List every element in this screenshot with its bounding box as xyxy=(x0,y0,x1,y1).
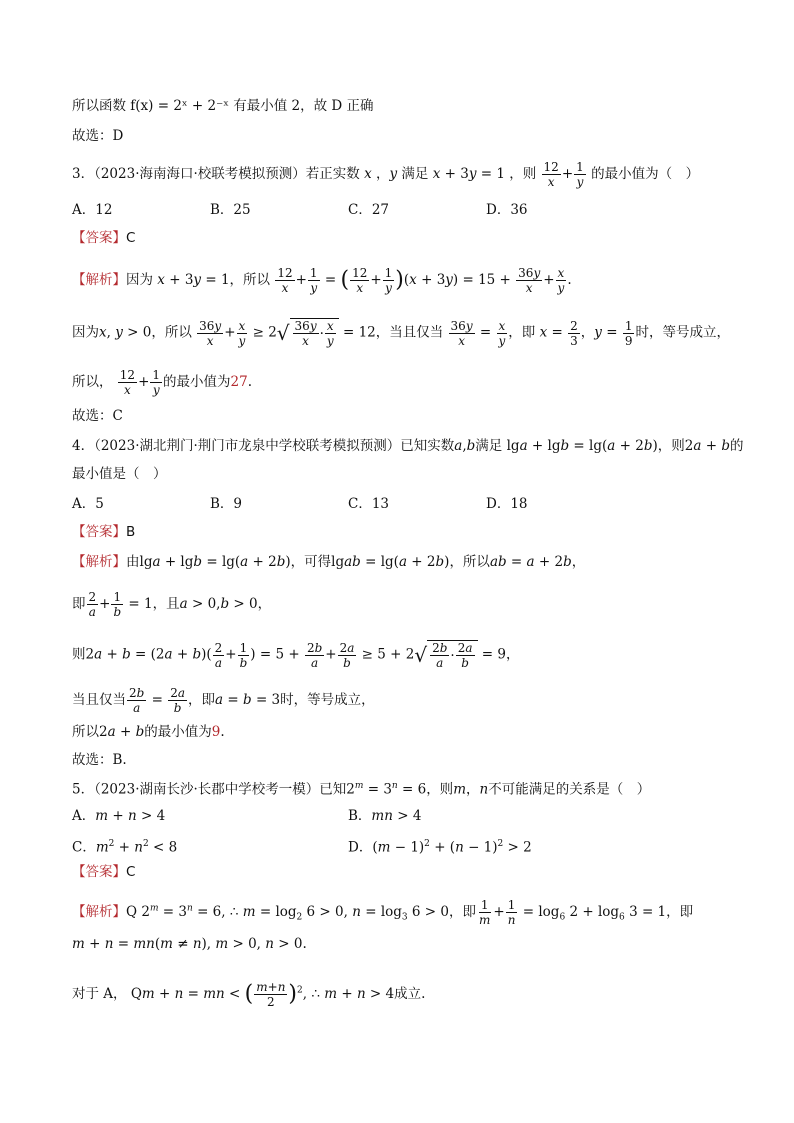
q4-choose: 故选：B. xyxy=(72,752,127,768)
q3-option-b: B．25 xyxy=(210,202,251,218)
q3-solution-2: 因为x, y > 0，所以 $\frac{36y}{x}$ + $\frac{x}{y}$ ≥ 2 √ $\frac{36y}{x}$ · $\frac{x}{y}$ = 12，当且仅当 $\frac{36y}{x}$ = $\frac{x}{y}$ ，即 x = $\frac{2}{3}$ ，y = $\frac{1}{9}$ 时，等号成立， xyxy=(72,318,730,348)
q3-choose: 故选：C xyxy=(72,408,123,424)
q5-solution-1: 【解析】Q $2^m = 3^n = 6$, ∴ $m = \log_2 6 > 0$, $n = \log_3 6 > 0$，即 $\frac{1}{m}$ + $\frac{1}{n}$ = $\log_6 2 + \log_6 3 = 1$，即 xyxy=(72,898,694,927)
q4-solution-5: 所以2a + b的最小值为9. xyxy=(72,724,225,740)
q4-solution-2: 即 $\frac{2}{a}$ + $\frac{1}{b}$ = 1，且a > 0,b > 0， xyxy=(72,590,272,619)
choose-d-line: 故选：D xyxy=(72,128,124,144)
q3-option-a: A．12 xyxy=(72,202,113,218)
q5-solution-2: m + n = mn(m ≠ n), m > 0, n > 0. xyxy=(72,936,307,952)
q5-option-a: A．m + n > 4 xyxy=(72,808,166,824)
q4-solution-4: 当且仅当 $\frac{2b}{a}$ = $\frac{2a}{b}$ ，即a = b = 3时，等号成立， xyxy=(72,686,375,715)
q4-stem-2: 最小值是（ ） xyxy=(72,466,167,482)
q4-option-c: C．13 xyxy=(348,496,390,512)
q4-option-d: D．18 xyxy=(486,496,528,512)
q5-option-d: D．$(m - 1)^2 + (n - 1)^2 > 2$ xyxy=(348,839,532,856)
q5-solution-3: 对于 A， Qm + n = mn < ( $\frac{m+n}{2}$ )$^2$, ∴ m + n > 4成立. xyxy=(72,980,426,1009)
q3-solution-1: 【解析】因为 x + 3y = 1，所以 $\frac{12}{x}$ + $\frac{1}{y}$ = ( $\frac{12}{x}$ + $\frac{1}{y}$ )(x + 3y) = 15 + $\frac{36y}{x}$ + $\frac{x}{y}$ . xyxy=(72,266,572,295)
q5-option-b: B．mn > 4 xyxy=(348,808,422,824)
q4-option-a: A．5 xyxy=(72,496,104,512)
q4-solution-1: 【解析】由lga + lgb = lg(a + 2b)，可得lgab = lg(a + 2b)，所以ab = a + 2b， xyxy=(72,554,586,570)
conclusion-line: 所以函数 f(x) = 2ˣ + 2⁻ˣ 有最小值 2，故 D 正确 xyxy=(72,98,374,114)
q3-option-d: D．36 xyxy=(486,202,528,218)
q5-answer: 【答案】C xyxy=(72,864,136,880)
q4-solution-3: 则2a + b = (2a + b)( $\frac{2}{a}$ + $\frac{1}{b}$ ) = 5 + $\frac{2b}{a}$ + $\frac{2a}{b}$ ≥ 5 + 2 √ $\frac{2b}{a}$ · $\frac{2a}{b}$ = 9， xyxy=(72,640,520,670)
q4-stem: 4．（2023·湖北荆门·荆门市龙泉中学校联考模拟预测）已知实数a,b满足 lga + lgb = lg(a + 2b)，则2a + b的 xyxy=(72,438,744,454)
q5-stem: 5．（2023·湖南长沙·长郡中学校考一模）已知$2^m = 3^n = 6$，则m，n不可能满足的关系是（ ） xyxy=(72,781,651,798)
q4-option-b: B．9 xyxy=(210,496,243,512)
q3-stem: 3．（2023·海南海口·校联考模拟预测）若正实数 x ，y 满足 x + 3y = 1 ，则 $\frac{12}{x}$ + $\frac{1}{y}$ 的最小值为（ ） xyxy=(72,160,700,189)
q5-option-c: C．$m^2 + n^2 < 8$ xyxy=(72,839,178,856)
q3-solution-3: 所以， $\frac{12}{x}$ + $\frac{1}{y}$ 的最小值为27. xyxy=(72,368,253,397)
q3-answer: 【答案】C xyxy=(72,230,136,246)
q3-option-c: C．27 xyxy=(348,202,390,218)
q4-answer: 【答案】B xyxy=(72,524,136,540)
